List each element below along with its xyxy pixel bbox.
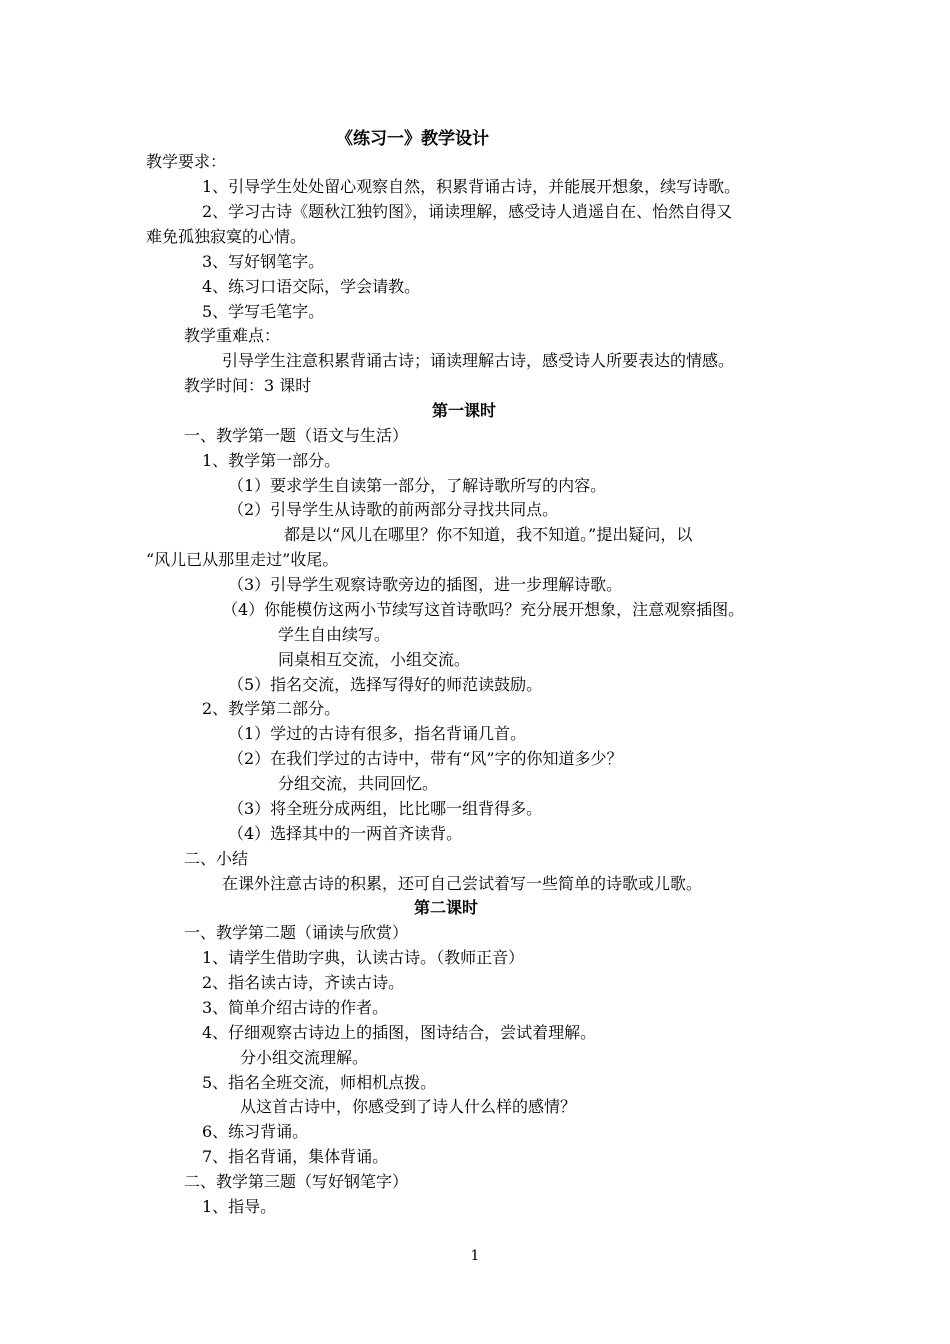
text-line: 一、教学第一题（语文与生活） <box>184 426 409 445</box>
text-line: 引导学生注意积累背诵古诗；诵读理解古诗，感受诗人所要表达的情感。 <box>222 351 735 370</box>
text-line: 同桌相互交流，小组交流。 <box>278 650 471 669</box>
text-line: （4）选择其中的一两首齐读背。 <box>228 824 463 843</box>
text-line: 1、教学第一部分。 <box>202 451 341 470</box>
text-line: （4）你能模仿这两小节续写这首诗歌吗？充分展开想象，注意观察插图。 <box>222 600 745 619</box>
text-line: 一、教学第二题（诵读与欣赏） <box>184 923 409 942</box>
text-line: 3、写好钢笔字。 <box>202 252 325 271</box>
text-line: 2、教学第二部分。 <box>202 699 341 718</box>
text-line: （1）学过的古诗有很多，指名背诵几首。 <box>228 724 527 743</box>
text-line: （3）将全班分成两组，比比哪一组背得多。 <box>228 799 543 818</box>
text-line: 教学时间：3 课时 <box>184 376 312 395</box>
text-line: 2、学习古诗《题秋江独钓图》，诵读理解，感受诗人逍遥自在、怡然自得又 <box>202 202 733 221</box>
text-line: “风儿已从那里走过”收尾。 <box>146 550 339 569</box>
text-line: 从这首古诗中，你感受到了诗人什么样的感情？ <box>240 1097 577 1116</box>
document-title: 《练习一》教学设计 <box>336 129 489 149</box>
section-heading: 第一课时 <box>432 401 497 420</box>
text-line: 都是以“风儿在哪里？你不知道，我不知道。”提出疑问，以 <box>284 525 693 544</box>
text-line: （5）指名交流，选择写得好的师范读鼓励。 <box>228 675 543 694</box>
text-line: 1、引导学生处处留心观察自然，积累背诵古诗，并能展开想象，续写诗歌。 <box>202 177 741 196</box>
text-line: 教学要求： <box>146 152 227 171</box>
text-line: 二、小结 <box>184 849 249 868</box>
text-line: 3、简单介绍古诗的作者。 <box>202 998 389 1017</box>
text-line: （2）在我们学过的古诗中，带有“风”字的你知道多少？ <box>228 749 623 768</box>
text-line: （3）引导学生观察诗歌旁边的插图，进一步理解诗歌。 <box>228 575 623 594</box>
text-line: 6、练习背诵。 <box>202 1122 309 1141</box>
text-line: 2、指名读古诗，齐读古诗。 <box>202 973 405 992</box>
text-line: 4、仔细观察古诗边上的插图，图诗结合，尝试着理解。 <box>202 1023 597 1042</box>
text-line: 学生自由续写。 <box>278 625 391 644</box>
text-line: （2）引导学生从诗歌的前两部分寻找共同点。 <box>228 500 559 519</box>
section-heading: 第二课时 <box>414 898 479 917</box>
text-line: 4、练习口语交际，学会请教。 <box>202 277 421 296</box>
text-line: （1）要求学生自读第一部分，了解诗歌所写的内容。 <box>228 476 607 495</box>
page-number: 1 <box>470 1248 480 1264</box>
text-line: 难免孤独寂寞的心情。 <box>146 227 307 246</box>
text-line: 5、学写毛笔字。 <box>202 302 325 321</box>
text-line: 7、指名背诵，集体背诵。 <box>202 1147 389 1166</box>
text-line: 分组交流，共同回忆。 <box>278 774 439 793</box>
text-line: 1、请学生借助字典，认读古诗。（教师正音） <box>202 948 525 967</box>
text-line: 在课外注意古诗的积累，还可自己尝试着写一些简单的诗歌或儿歌。 <box>222 874 703 893</box>
text-line: 1、指导。 <box>202 1197 277 1216</box>
text-line: 5、指名全班交流，师相机点拨。 <box>202 1073 437 1092</box>
text-line: 教学重难点： <box>184 326 281 345</box>
text-line: 二、教学第三题（写好钢笔字） <box>184 1172 409 1191</box>
text-line: 分小组交流理解。 <box>240 1048 369 1067</box>
